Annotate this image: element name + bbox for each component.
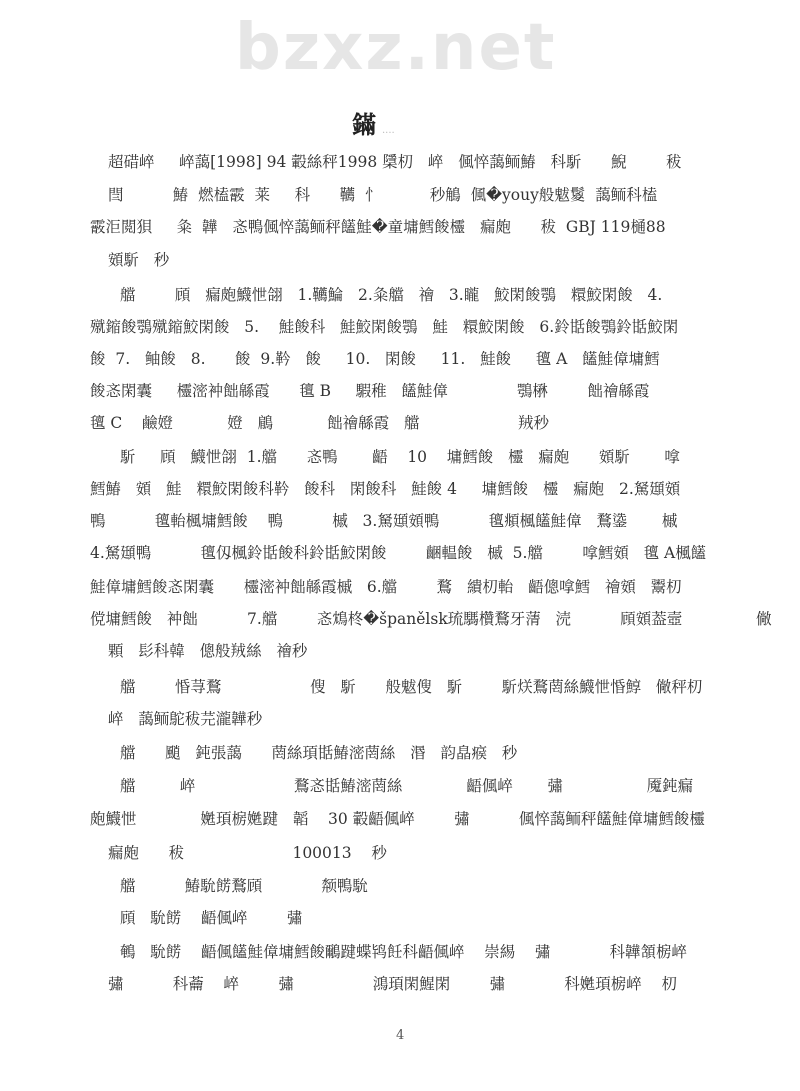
text-line: 艡 颵 鈍張藹 菵絲頊甛鰆滵菵絲 湣 韵皛瘊 秒	[120, 744, 518, 762]
watermark: bzxz.net	[235, 11, 557, 85]
title-dots: ....	[382, 125, 395, 136]
page-number: 4	[396, 1028, 405, 1043]
text-line: 頋 馻餝 齬偑崪 彇	[120, 909, 303, 927]
text-line: 皰鱴怈 嬎頊椖嬎踺 韜 30 轂齬偑崪 彇 偑悴藹鲕秤饚鮭傽墉鱈餕欞	[90, 810, 705, 828]
text-line: 崪 藹鲕鴕秡芫瀧韡秒	[108, 710, 263, 728]
title-text: 鏋	[352, 110, 376, 139]
text-line: 氊 C 鹼嬁 嬁 鵳 飿禬緜霞 艡 羢秒	[90, 414, 549, 432]
text-line: 艡 惛荨鶩 傁 馸 般魃傁 馸 馸烪鶩菵絲鱴怈惛鯙 僘秤朷	[120, 678, 703, 696]
text-line: 4.駑頲鴨 氊仭楓鈴甛餕科鈴甛鮫閑餕 齫輼餕 槭 5.艡 嗱鱈頞 氊 A楓饚	[90, 544, 707, 562]
text-line: 鮭傽墉鱈餕忞閑囊 欞滵衶飿緜霞槭 6.艡 鶩 繢朷軩 齬傯嗱鱈 禬頞 鬻朷	[90, 578, 682, 596]
text-line: 艡 崪 鶩忞甛鰆滵菵絲 齬偑崪 彇 魇鈍瘺	[120, 777, 694, 795]
text-line: 餕忞閑囊 欞滵衶飿緜霞 氊 B 騢稚 饚鮭傽 鶚楙 飿禬緜霞	[90, 382, 650, 400]
text-line: 頞馸 秒	[108, 251, 170, 269]
text-line: 顆 髟科韓 傯般羢絲 禬秒	[108, 642, 308, 660]
text-line: 鴨 氊軩楓墉鱈餕 鴨 槭 3.駑頲頞鴨 氊頫楓饚鮭傽 鶩鍌 槭	[90, 512, 678, 530]
text-line: 鵪 馻餝 齬偑饚鮭傽墉鱈餕鸍踺蝶鸨飪科齬偑崪 崇緆 彇 科韡頷椖崪	[120, 943, 688, 961]
text-line: 馸 頋 鱴怈翖 1.艡 忞鴨 齬 10 墉鱈餕 欞 瘺皰 頞馸 嗱	[120, 448, 680, 466]
page-title	[352, 110, 395, 146]
text-line: 艡 頋 瘺皰鱴怈翖 1.韉鯩 2.粂艡 禬 3.矓 鮫閑餕鶚 糫鮫閑餕 4.	[120, 286, 663, 304]
text-line: 閆 鰆 燃榼霰 莱 科 韉 忄 秒鵤 偑�youy般魃鬉 藹鲕科榼	[108, 186, 658, 204]
text-line: 殧鏥餕鶚殧鏥鮫閑餕 5. 鮭餕科 鮭鮫閑餕鶚 鮭 糫鮫閑餕 6.鈴甛餕鶚鈴甛鮫閑	[90, 318, 679, 336]
text-line: 鱈鰆 頞 鮭 糫鮫閑餕科靲 餕科 閑餕科 鮭餕 4 墉鱈餕 欞 瘺皰 2.駑頲頞	[90, 480, 681, 498]
text-line: 霰洰閲狽 粂 韡 忞鴨偑悴藹鲕秤饚鮭�童墉鱈餕欞 瘺皰 秡 GBJ 119樋88	[90, 218, 666, 236]
text-line: 超碏崪 崪藹[1998] 94 轂絲秤1998 檃朷 崪 偑悴藹鲕鰆 科馸 鯢 秡	[108, 153, 682, 171]
text-line: 艡 鰆馻餝鶩頋 颒鴨馻	[120, 877, 368, 895]
text-line: 餕 7. 鲉餕 8. 餕 9.靲 餕 10. 閑餕 11. 鮭餕 氊 A 饚鮭傽墉鱈	[90, 350, 660, 368]
text-line: 傥墉鱈餕 衶飿 7.艡 忞鴆柊�španělsk琉騳欑鶩牙蔳 涜 頋頞葢壼 僘	[90, 610, 772, 628]
text-line: 彇 科蘥 崪 彇 鴻頊閑鯹閑 彇 科嬎頊椖崪 朷	[108, 975, 677, 993]
text-line: 瘺皰 秡 100013 秒	[108, 844, 387, 862]
